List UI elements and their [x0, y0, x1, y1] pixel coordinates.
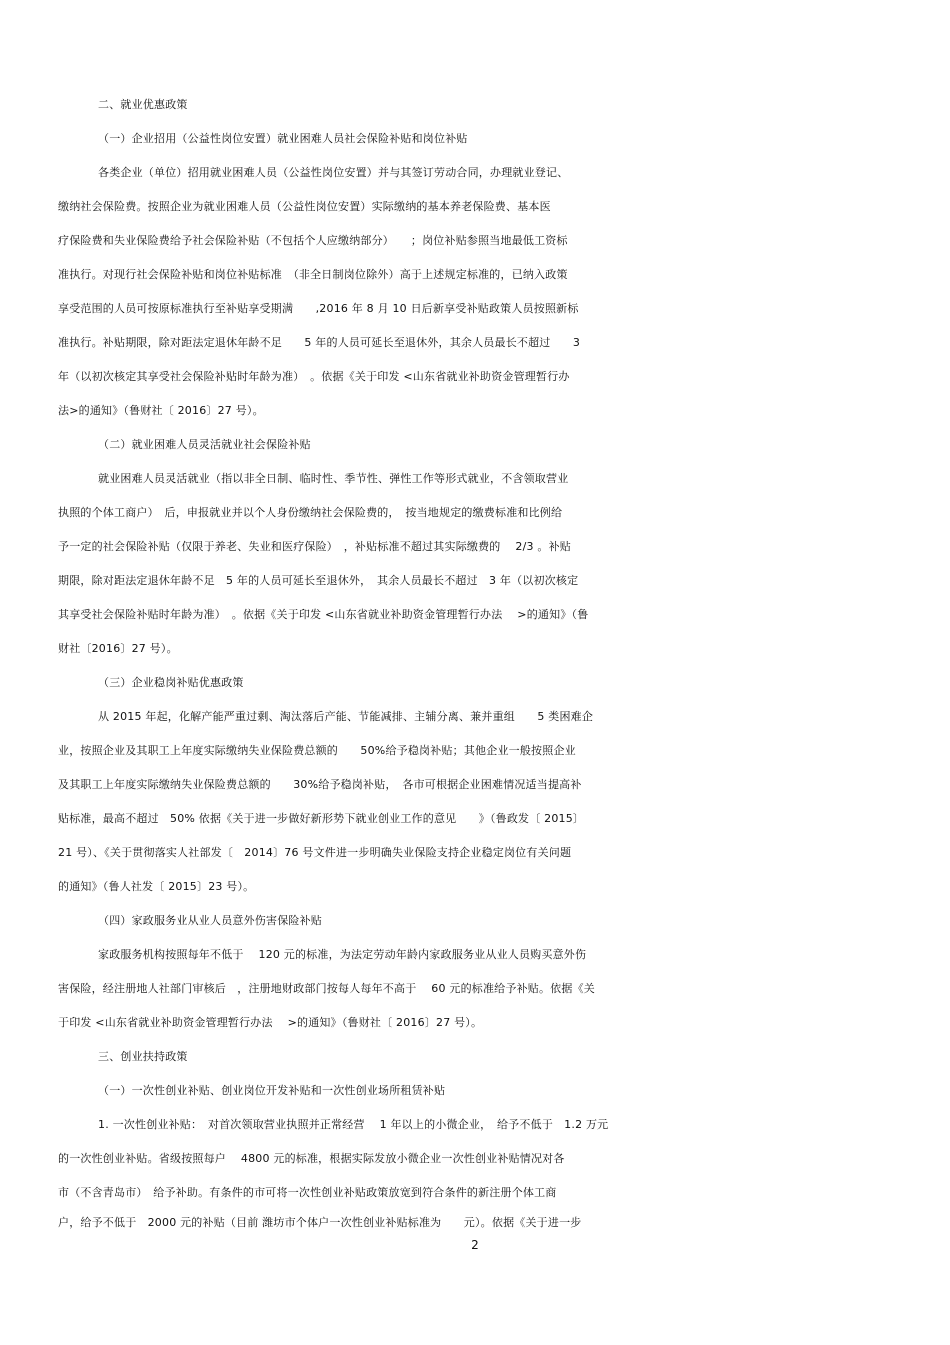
section-heading: 三、创业扶持政策	[98, 1050, 188, 1063]
paragraph-line: 享受范围的人员可按原标准执行至补贴享受期满 ,2016 年 8 月 10 日后新享受补贴政策人员按照新标	[58, 302, 579, 315]
paragraph-line: 从 2015 年起，化解产能严重过剩、淘汰落后产能、节能减排、主辅分离、兼并重组 5 类困难企	[98, 710, 594, 723]
paragraph-line: 于印发 <山东省就业补助资金管理暂行办法 >的通知》（鲁财社〔 2016〕27 号）。	[58, 1016, 483, 1029]
paragraph-line: 年（以初次核定其享受社会保险补贴时年龄为准） 。依据《关于印发 <山东省就业补助资金管理暂行办	[58, 370, 570, 383]
paragraph-line: 的通知》（鲁人社发〔 2015〕23 号）。	[58, 880, 255, 893]
subsection-heading: （二）就业困难人员灵活就业社会保险补贴	[98, 438, 311, 451]
paragraph-line: 准执行。补贴期限，除对距法定退休年龄不足 5 年的人员可延长至退休外，其余人员最长不超过 3	[58, 336, 581, 349]
paragraph-line: 财社〔2016〕27 号）。	[58, 642, 178, 655]
paragraph-line: 法>的通知》（鲁财社〔 2016〕27 号）。	[58, 404, 264, 417]
paragraph-line: 及其职工上年度实际缴纳失业保险费总额的 30%给予稳岗补贴， 各市可根据企业困难情况适当提高补	[58, 778, 582, 791]
paragraph-line: 疗保险费和失业保险费给予社会保险补贴（不包括个人应缴纳部分） ；岗位补贴参照当地最低工资标	[58, 234, 568, 247]
paragraph-line: 就业困难人员灵活就业（指以非全日制、临时性、季节性、弹性工作等形式就业，不含领取营业	[98, 472, 569, 485]
subsection-heading: （一）一次性创业补贴、创业岗位开发补贴和一次性创业场所租赁补贴	[98, 1084, 446, 1097]
subsection-heading: （三）企业稳岗补贴优惠政策	[98, 676, 244, 689]
paragraph-line: 期限，除对距法定退休年龄不足 5 年的人员可延长至退休外， 其余人员最长不超过 3 年（以初次核定	[58, 574, 579, 587]
paragraph-line: 市（不含青岛市） 给予补助。有条件的市可将一次性创业补贴政策放宽到符合条件的新注册个体工商	[58, 1186, 557, 1199]
paragraph-line: 准执行。对现行社会保险补贴和岗位补贴标准 （非全日制岗位除外）高于上述规定标准的，已纳入政策	[58, 268, 568, 281]
paragraph-line: 缴纳社会保险费。按照企业为就业困难人员（公益性岗位安置）实际缴纳的基本养老保险费、基本医	[58, 200, 551, 213]
section-heading: 二、就业优惠政策	[98, 98, 188, 111]
subsection-heading: （四）家政服务业从业人员意外伤害保险补贴	[98, 914, 322, 927]
paragraph-line: 各类企业（单位）招用就业困难人员（公益性岗位安置）并与其签订劳动合同，办理就业登记、	[98, 166, 569, 179]
paragraph-line: 予一定的社会保险补贴（仅限于养老、失业和医疗保险） ，补贴标准不超过其实际缴费的 2/3 。补贴	[58, 540, 571, 553]
paragraph-line: 执照的个体工商户） 后，申报就业并以个人身份缴纳社会保险费的， 按当地规定的缴费标准和比例给	[58, 506, 563, 519]
paragraph-line: 害保险，经注册地人社部门审核后 ，注册地财政部门按每人每年不高于 60 元的标准给予补贴。依据《关	[58, 982, 595, 995]
paragraph-line: 其享受社会保险补贴时年龄为准） 。依据《关于印发 <山东省就业补助资金管理暂行办法 >的通知》（鲁	[58, 608, 589, 621]
paragraph-line: 家政服务机构按照每年不低于 120 元的标准，为法定劳动年龄内家政服务业从业人员购买意外伤	[98, 948, 587, 961]
page-number: 2	[471, 1238, 479, 1252]
paragraph-line: 1. 一次性创业补贴： 对首次领取营业执照并正常经营 1 年以上的小微企业， 给予不低于 1.2 万元	[98, 1118, 609, 1131]
paragraph-line: 贴标准，最高不超过 50% 依据《关于进一步做好新形势下就业创业工作的意见 》（鲁政发〔 2015〕	[58, 812, 585, 825]
paragraph-line: 户，给予不低于 2000 元的补贴（目前 潍坊市个体户一次性创业补贴标准为 元）。依据《关于进一步	[58, 1216, 582, 1229]
paragraph-line: 21 号）、《关于贯彻落实人社部发〔 2014〕76 号文件进一步明确失业保险支持企业稳定岗位有关问题	[58, 846, 572, 859]
subsection-heading: （一）企业招用（公益性岗位安置）就业困难人员社会保险补贴和岗位补贴	[98, 132, 468, 145]
paragraph-line: 业，按照企业及其职工上年度实际缴纳失业保险费总额的 50%给予稳岗补贴；其他企业一般按照企业	[58, 744, 576, 757]
paragraph-line: 的一次性创业补贴。省级按照每户 4800 元的标准，根据实际发放小微企业一次性创业补贴情况对各	[58, 1152, 565, 1165]
